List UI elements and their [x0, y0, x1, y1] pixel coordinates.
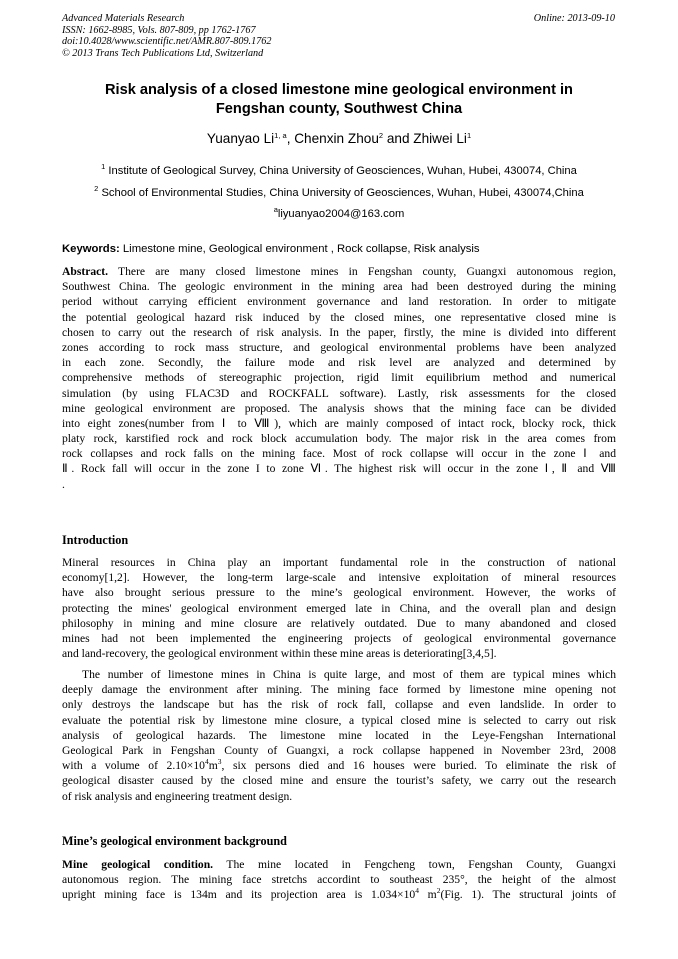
author-email	[62, 207, 616, 221]
abstract-line: chosen to carry out the research of risk analysis. In the paper, firstly, the mine is divided into different	[62, 325, 616, 339]
keywords-label: Keywords:	[62, 243, 120, 255]
author-1-affiliation: 1, a	[274, 131, 287, 140]
intro-line: mines had not been implemented the engineering projects of geological environmental governance	[62, 631, 616, 645]
abstract-line: comprehensive methods of stereographic projection, rigid limit equilibrium method and numerical	[62, 371, 616, 385]
author-3: and Zhiwei Li	[383, 131, 467, 146]
keywords	[62, 242, 622, 256]
abstract-line: the potential geological hazard risk induced by the closed mines, one representative closed mine is	[62, 310, 616, 324]
online-date: Online: 2013-09-10	[533, 13, 615, 24]
intro-line: Mineral resources in China play an important fundamental role in the construction of national	[62, 556, 616, 569]
background-heading: Mine’s geological environment background	[62, 834, 287, 848]
title-line-2: Fengshan county, Southwest China	[215, 101, 463, 117]
abstract-line: in each zone. Secondly, the failure mode and risk level are analyzed and determined by	[62, 356, 616, 370]
introduction-paragraph-2	[62, 667, 616, 804]
intro-line: analysis of geological hazards. The limestone mine located in the Leye-Fengshan International	[62, 728, 616, 742]
author-list	[62, 130, 616, 148]
journal-header	[62, 13, 271, 59]
email-marker: a	[273, 205, 278, 214]
intro-line: The number of limestone mines in China is quite large, and most of them are typical mines which	[82, 668, 616, 681]
abstract	[62, 264, 616, 492]
title-line-1: Risk analysis of a closed limestone mine geological environment in	[105, 82, 573, 98]
journal-name: Advanced Materials Research	[62, 13, 185, 24]
author-1: Yuanyao Li	[206, 131, 275, 146]
introduction-paragraph-1	[62, 555, 616, 661]
abstract-line: Ⅱ. Rock fall will occur in the zone I to zone Ⅵ. The highest risk will occur in the zone Ⅰ, Ⅱ and Ⅷ	[62, 462, 616, 476]
intro-line: philosophy in mining and mine closure are relatively outdated. Due to many abandoned and closed	[62, 616, 616, 630]
doi-line: doi:10.4028/www.scientific.net/AMR.807-809.1762	[62, 36, 272, 48]
abstract-line: zones according to rock mass structure, and geological environmental problems have been analyzed	[62, 340, 616, 354]
mine-condition-runin: Mine geological condition.	[62, 858, 214, 871]
affiliation-1-number: 1	[101, 162, 106, 171]
background-line-1: Mine geological condition. The mine located in Fengcheng town, Fengshan County, Guangxi	[62, 858, 616, 871]
intro-line: of risk analysis and engineering treatment design.	[62, 789, 293, 803]
abstract-line: mine geological environment are proposed. The analysis shows that the mining face can be divided	[62, 401, 616, 415]
affiliation-1	[62, 164, 616, 178]
author-3-affiliation: 1	[466, 131, 472, 140]
intro-line: and land-recovery, the geological environment within these mine areas is deteriorating[3,4,5].	[62, 647, 497, 661]
author-2: , Chenxin Zhou	[286, 131, 379, 146]
background-paragraph	[62, 857, 616, 903]
keywords-text: Limestone mine, Geological environment , Rock collapse, Risk analysis	[119, 243, 480, 255]
abstract-line: rock collapses and rock falls on the mining face. Most of rock collapse will occur in the zone Ⅰ and	[62, 447, 616, 461]
affiliation-1-text: Institute of Geological Survey, China University of Geosciences, Wuhan, Hubei, 430074, China	[105, 165, 577, 177]
abstract-line: .	[62, 477, 65, 491]
affiliation-2-number: 2	[94, 184, 99, 193]
affiliation-2	[62, 186, 616, 200]
intro-line: only destroys the landscape but has the risk of rock fall, collapse and even landslide. In order to	[62, 698, 616, 712]
abstract-line-1: Abstract. There are many closed limestone mines in Fengshan county, Guangxi autonomous region,	[62, 265, 616, 278]
intro-line: evaluate the potential risk by limestone mine closure, a typical closed mine is selected to carry out risk	[62, 713, 616, 727]
abstract-label: Abstract.	[62, 265, 109, 278]
abstract-line: Southwest China. The geologic environment in the mining area had been destroyed during the mining	[62, 280, 616, 294]
intro-line: deeply damage the environment after mining. The mining face formed by limestone mine opening not	[62, 683, 616, 697]
email-address: liyuanyao2004@163.com	[277, 208, 405, 220]
abstract-line: period without carrying efficient environment governance and land restoration. In order to mitigate	[62, 295, 616, 309]
background-line: autonomous region. The mining face stretchs accordint to southeast 235°, the height of the almost	[62, 873, 616, 887]
copyright-line: © 2013 Trans Tech Publications Ltd, Switzerland	[62, 47, 264, 59]
abstract-line: into eight zones(number from Ⅰ to Ⅷ), which are mainly composed of intact rock, blocky rock, thick	[62, 416, 616, 430]
author-2-affiliation: 2	[378, 131, 384, 140]
intro-line: Geological Park in Fengshan County of Guangxi, a rock collapse happened in November 23rd, 2008	[62, 743, 616, 757]
abstract-line: simulation (by using FLAC3D and ROCKFALL software). Lastly, risk assessments for the closed	[62, 386, 616, 400]
intro-line: have also brought serious pressure to the mine’s geological environment. However, the works of	[62, 586, 616, 600]
paper-title	[62, 81, 616, 119]
issn-line: ISSN: 1662-8985, Vols. 807-809, pp 1762-1767	[62, 24, 256, 36]
intro-line: economy[1,2]. However, the long-term large-scale and intensive exploitation of mineral resources	[62, 571, 616, 585]
affiliation-2-text: School of Environmental Studies, China University of Geosciences, Wuhan, Hubei, 430074,China	[98, 187, 584, 199]
intro-line-volume: with a volume of $2.10\times 10^4m^3$, six persons died and 16 houses were buried. To eliminate the risk of	[62, 757, 616, 773]
abstract-line: platy rock, karstified rock and rock block accumulation body. The major risk in the area comes from	[62, 432, 616, 446]
background-line-area: upright mining face is 134m and its projection area is $1.034\times 10^4$ $m^2(Fig$. 1). The structural joints of	[62, 886, 616, 902]
intro-line: protecting the mines' geological environment emerged late in China, and the overall plan and design	[62, 601, 616, 615]
introduction-heading: Introduction	[62, 533, 129, 547]
intro-line: geological disaster caused by the closed mine and ensure the tourist’s safety, we carry out the research	[62, 774, 616, 788]
